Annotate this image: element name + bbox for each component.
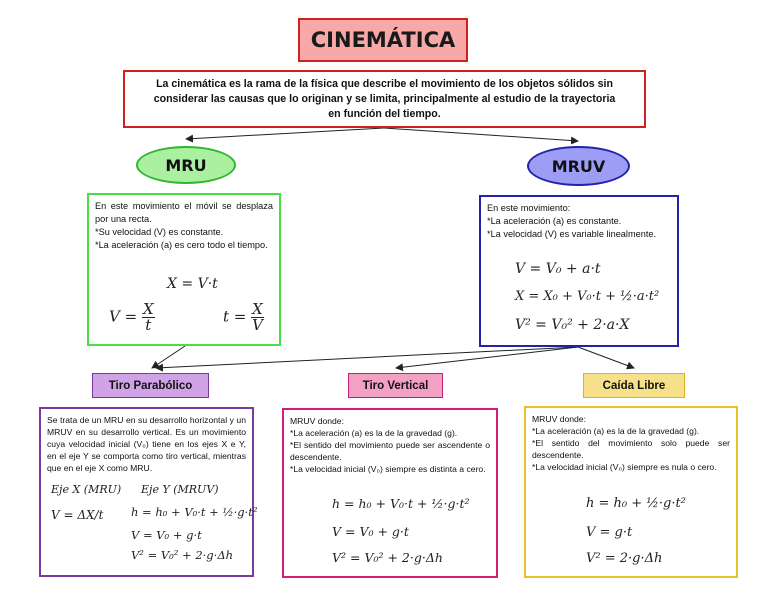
tiro-parabolico-eje-y: Eje Y (MRUV) <box>141 483 219 496</box>
arrow-to-mru <box>186 128 384 139</box>
arrow-to-mruv <box>384 128 578 141</box>
tiro-vertical-card <box>282 408 498 578</box>
tiro-vertical-line-4: *La velocidad inicial (V₀) siempre es distinta a cero. <box>290 464 486 474</box>
tiro-parabolico-formula-y3: V² = V₀² + 2·g·Δh <box>131 548 234 562</box>
arrow-mru-to-tiro-parabolico <box>152 346 185 368</box>
arrow-mruv-to-tiro-vertical <box>396 347 578 368</box>
tiro-parabolico-formula-y1: h = h₀ + V₀·t + ½·g·t² <box>131 505 258 519</box>
caida-libre-card <box>524 406 738 578</box>
tiro-parabolico-formula-y2: V = V₀ + g·t <box>131 528 202 542</box>
mru-formula-x: X = V·t <box>167 276 218 292</box>
tiro-parabolico-text: Se trata de un MRU en su desarrollo horizontal y un MRUV en su desarrollo vertical. Es un movimiento cuya velocidad inicial (V₀) tiene en los ejes X e Y, en el eje Y se comporta como tiro vertical, mientras que en el eje X como MRU. <box>47 415 246 473</box>
mru-formula-t-fraction <box>251 302 264 333</box>
mru-node <box>136 146 236 184</box>
mruv-line-1: En este movimiento: <box>487 203 571 213</box>
tiro-vertical-formula-2: V = V₀ + g·t <box>332 524 409 539</box>
mru-line-3: *La aceleración (a) es cero todo el tiempo. <box>95 240 268 250</box>
tiro-vertical-label: Tiro Vertical <box>362 379 429 392</box>
mruv-label: MRUV <box>551 156 606 176</box>
tiro-parabolico-node <box>92 373 209 398</box>
caida-libre-node <box>583 373 685 398</box>
mru-formula-t-den: V <box>252 316 263 334</box>
caida-libre-formula-1: h = h₀ + ½·g·t² <box>586 496 686 511</box>
tiro-vertical-line-2: *La aceleración (a) es la de la gravedad (g). <box>290 428 458 438</box>
tiro-vertical-line-1: MRUV donde: <box>290 416 344 426</box>
page-title: CINEMÁTICA <box>310 28 456 52</box>
tiro-parabolico-card <box>39 407 258 577</box>
definition-box <box>123 70 646 128</box>
tiro-vertical-formula-1: h = h₀ + V₀·t + ½·g·t² <box>332 496 470 511</box>
mru-card <box>87 193 281 346</box>
mru-label: MRU <box>165 155 207 175</box>
mru-line-2: *Su velocidad (V) es constante. <box>95 227 224 237</box>
mru-line-1: En este movimiento el móvil se desplaza por una recta. <box>95 201 273 224</box>
mru-formula-t-left: t = <box>223 307 247 326</box>
caida-libre-line-3: *El sentido del movimiento solo puede ser descendente. <box>532 438 730 460</box>
mru-formula-v-num: X <box>142 300 154 318</box>
tiro-vertical-line-3: *El sentido del movimiento puede ser ascendente o descendente. <box>290 440 490 462</box>
mru-formula-v-den: t <box>145 316 152 334</box>
mru-formula-v <box>109 302 155 333</box>
mruv-card <box>479 195 679 347</box>
tiro-parabolico-formula-x: V = ΔX/t <box>51 508 104 522</box>
arrow-mruv-to-caida-libre <box>578 347 634 368</box>
mru-formula-t <box>223 302 264 333</box>
tiro-parabolico-eje-x: Eje X (MRU) <box>51 483 122 496</box>
tiro-vertical-node <box>348 373 443 398</box>
title-box <box>298 18 468 62</box>
tiro-parabolico-label: Tiro Parabólico <box>108 379 193 392</box>
mru-formula-v-fraction <box>142 302 155 333</box>
caida-libre-formula-3: V² = 2·g·Δh <box>586 551 663 566</box>
mruv-formula-2: X = X₀ + V₀·t + ½·a·t² <box>515 289 660 304</box>
definition-text: La cinemática es la rama de la física que describe el movimiento de los objetos sólidos sin considerar las causas que lo originan y se limita, principalmente al estudio de la trayectoria en función del tiempo. <box>153 77 616 120</box>
mruv-formula-1: V = V₀ + a·t <box>515 261 601 277</box>
arrow-mruv-to-tiro-parabolico <box>156 347 578 368</box>
caida-libre-line-2: *La aceleración (a) es la de la gravedad (g). <box>532 426 700 436</box>
tiro-vertical-formula-3: V² = V₀² + 2·g·Δh <box>332 550 443 565</box>
mru-formula-t-num: X <box>252 300 263 318</box>
mru-formula-v-left: V = <box>109 307 138 326</box>
caida-libre-line-4: *La velocidad inicial (V₀) siempre es nula o cero. <box>532 462 717 472</box>
mruv-line-2: *La aceleración (a) es constante. <box>487 216 622 226</box>
mruv-formula-3: V² = V₀² + 2·a·X <box>515 317 630 333</box>
mruv-line-3: *La velocidad (V) es variable linealmente. <box>487 229 657 239</box>
caida-libre-line-1: MRUV donde: <box>532 414 586 424</box>
mruv-node <box>527 146 630 186</box>
caida-libre-formula-2: V = g·t <box>586 525 633 540</box>
caida-libre-label: Caída Libre <box>602 379 666 392</box>
